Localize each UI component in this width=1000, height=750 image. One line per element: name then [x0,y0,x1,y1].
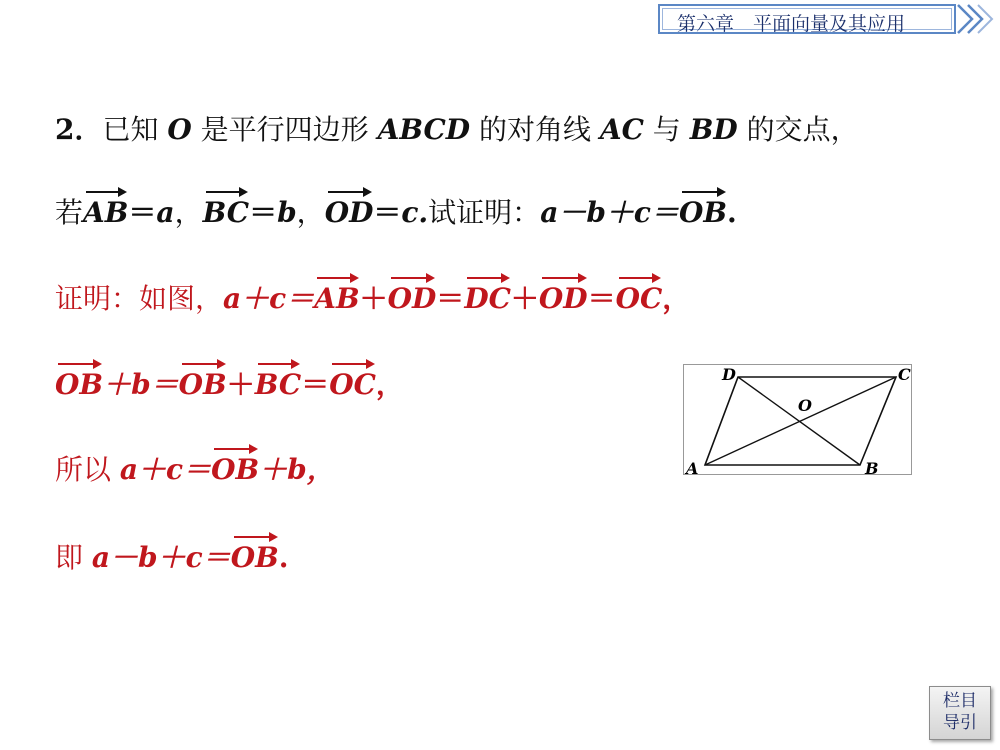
problem-number: 2． [55,113,103,146]
vector-ab: AB [83,196,129,229]
vector-bc: BC [202,196,250,229]
label-o: O [798,396,812,415]
problem-line-1: 2．已知 O 是平行四边形 ABCD 的对角线 AC 与 BD 的交点， [55,113,859,146]
parallelogram-name: ABCD [377,113,471,146]
nav-label-line-2: 导引 [943,713,977,733]
vector-oc: OC [615,282,663,315]
proof-line-3: 所以 a＋c＝OB＋b， [55,453,335,486]
vector-od: OD [387,282,437,315]
label-d: D [722,365,736,384]
vector-dc: DC [464,282,511,315]
label-a: A [686,459,699,476]
chapter-label: 第六章 平面向量及其应用 [677,13,906,35]
problem-line-2: 若AB＝a，BC＝b，OD＝c.试证明：a－b＋c＝OB. [55,196,737,229]
parallelogram-figure [683,364,912,475]
vector-ob: OB [678,196,728,229]
label-c: C [898,365,911,384]
forward-chevrons-icon[interactable] [955,3,997,37]
vector-ob: OB [230,541,279,574]
proof-line-2: OB＋b＝OB＋BC＝OC， [55,368,404,401]
section-nav-button[interactable] [929,686,991,740]
label-b: B [865,459,879,476]
point-o: O [167,113,192,146]
vector-ob: OB [211,453,260,486]
diagonal-bd-line [738,377,860,465]
vector-od: OD [538,282,588,315]
vector-ob: OB [178,368,227,401]
vector-ab: AB [314,282,360,315]
proof-line-4: 即 a－b＋c＝OB. [55,541,289,574]
diagonal-ac: AC [599,113,644,146]
nav-label-line-1: 栏目 [943,691,977,711]
proof-line-1: 证明：如图，a＋c＝AB＋OD＝DC＋OD＝OC， [55,282,691,315]
chapter-header[interactable] [658,4,956,34]
vector-od: OD [324,196,374,229]
diagonal-bd: BD [689,113,738,146]
parallelogram-diagram [684,365,913,476]
vector-ob: OB [55,368,104,401]
vector-oc: OC [329,368,376,401]
vector-bc: BC [254,368,302,401]
